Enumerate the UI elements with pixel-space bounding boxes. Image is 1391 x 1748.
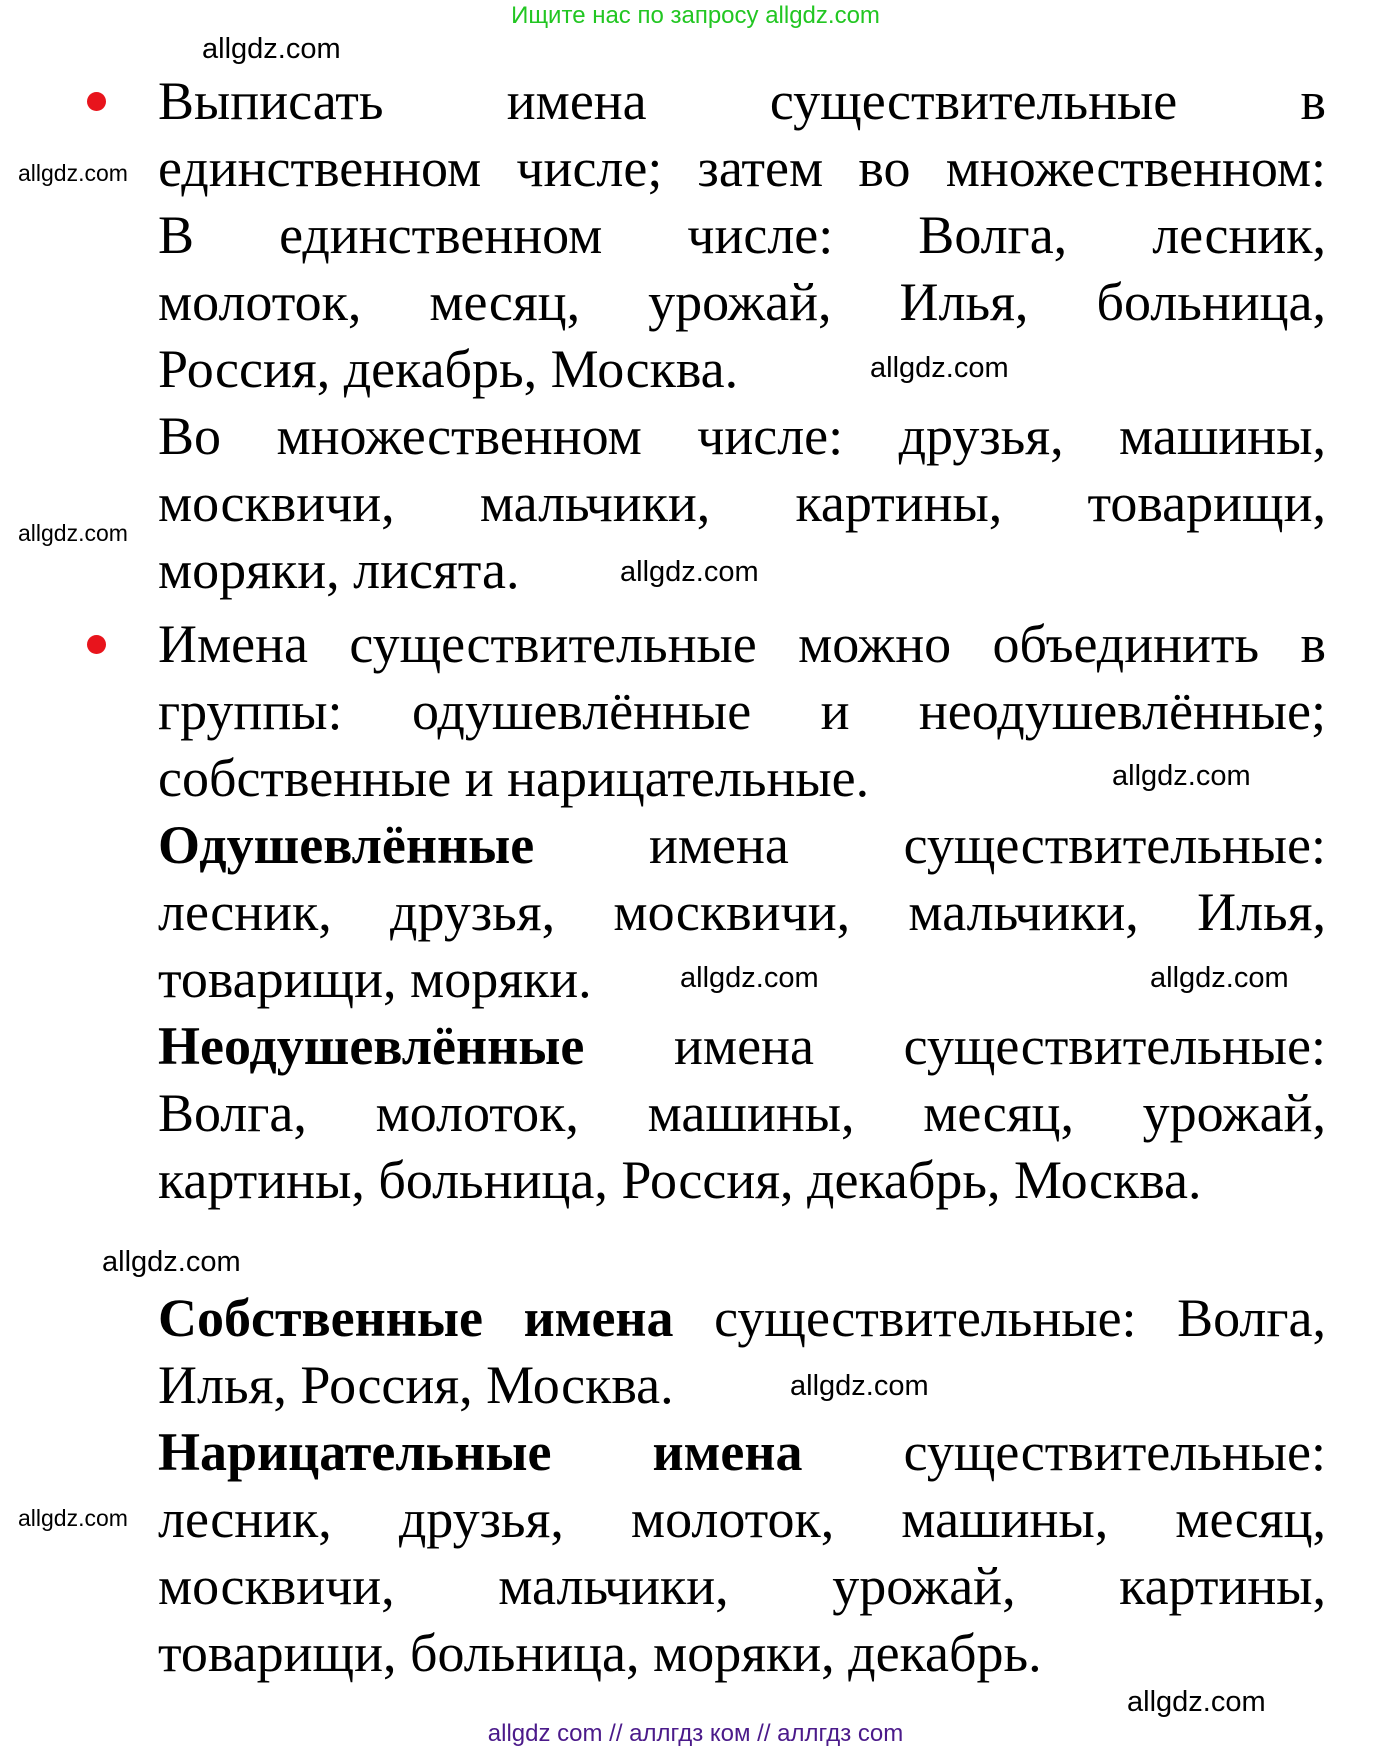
text-line [158, 815, 1326, 875]
text-line [158, 473, 1326, 533]
watermark: allgdz.com [790, 1370, 929, 1402]
text-line [158, 540, 520, 600]
watermark: allgdz.com [1150, 962, 1289, 994]
text-line [158, 949, 592, 1009]
text-segment: картины, больница, Россия, декабрь, Москва. [158, 1150, 1202, 1210]
text-segment: Россия, декабрь, Москва. [158, 339, 739, 399]
text-segment: существительные: [802, 1422, 1326, 1482]
text-segment: существительные: Волга, [673, 1288, 1326, 1348]
text-segment: Имена существительные можно объединить в [158, 614, 1326, 674]
text-line [158, 681, 1326, 741]
text-line [158, 1422, 1326, 1482]
watermark: allgdz.com [102, 1246, 241, 1278]
watermark: allgdz.com [202, 33, 341, 65]
search-hint-header: Ищите нас по запросу allgdz.com [511, 2, 880, 29]
watermark: allgdz.com [1112, 760, 1251, 792]
text-line [158, 272, 1326, 332]
text-segment: товарищи, моряки. [158, 949, 592, 1009]
text-line [158, 1355, 674, 1415]
text-segment: В единственном числе: Волга, лесник, [158, 205, 1326, 265]
text-segment: имена существительные: [534, 815, 1326, 875]
bold-term: Собственные имена [158, 1288, 674, 1348]
text-line [158, 1489, 1326, 1549]
watermark: allgdz.com [680, 962, 819, 994]
text-line [158, 1016, 1326, 1076]
text-segment: Волга, молоток, машины, месяц, урожай, [158, 1083, 1326, 1143]
text-segment: группы: одушевлённые и неодушевлённые; [158, 681, 1326, 741]
text-line [158, 1623, 1042, 1683]
text-line [158, 748, 869, 808]
text-segment: Выписать имена существительные в [158, 71, 1326, 131]
text-line [158, 339, 738, 399]
text-segment: товарищи, больница, моряки, декабрь. [158, 1623, 1042, 1683]
text-line [158, 138, 1326, 198]
text-line [158, 1083, 1326, 1143]
text-segment: лесник, друзья, молоток, машины, месяц, [158, 1489, 1326, 1549]
text-line [158, 406, 1326, 466]
text-segment: собственные и нарицательные. [158, 748, 870, 808]
text-segment: москвичи, мальчики, картины, товарищи, [158, 473, 1326, 533]
bullet-icon [87, 92, 106, 111]
bold-term: Неодушевлённые [158, 1016, 585, 1076]
watermark: allgdz.com [18, 520, 128, 546]
text-segment: молоток, месяц, урожай, Илья, больница, [158, 272, 1326, 332]
text-segment: моряки, лисята. [158, 540, 520, 600]
text-segment: Во множественном числе: друзья, машины, [158, 406, 1326, 466]
text-segment: Илья, Россия, Москва. [158, 1355, 674, 1415]
text-line [158, 1556, 1326, 1616]
text-line [158, 1288, 1326, 1348]
text-line [158, 1150, 1201, 1210]
footer-watermark: allgdz com // аллгдз ком // аллгдз com [487, 1720, 904, 1747]
watermark: allgdz.com [18, 160, 128, 186]
text-line [158, 71, 1326, 131]
text-line [158, 614, 1326, 674]
watermark: allgdz.com [620, 556, 759, 588]
text-segment: лесник, друзья, москвичи, мальчики, Илья, [158, 882, 1326, 942]
watermark: allgdz.com [870, 352, 1009, 384]
text-segment: имена существительные: [584, 1016, 1326, 1076]
text-line [158, 205, 1326, 265]
text-segment: москвичи, мальчики, урожай, картины, [158, 1556, 1326, 1616]
bullet-icon [87, 635, 106, 654]
text-segment: единственном числе; затем во множественном: [158, 138, 1326, 198]
bold-term: Нарицательные имена [158, 1422, 803, 1482]
bold-term: Одушевлённые [158, 815, 535, 875]
text-line [158, 882, 1326, 942]
watermark: allgdz.com [18, 1505, 128, 1531]
watermark: allgdz.com [1127, 1686, 1266, 1718]
